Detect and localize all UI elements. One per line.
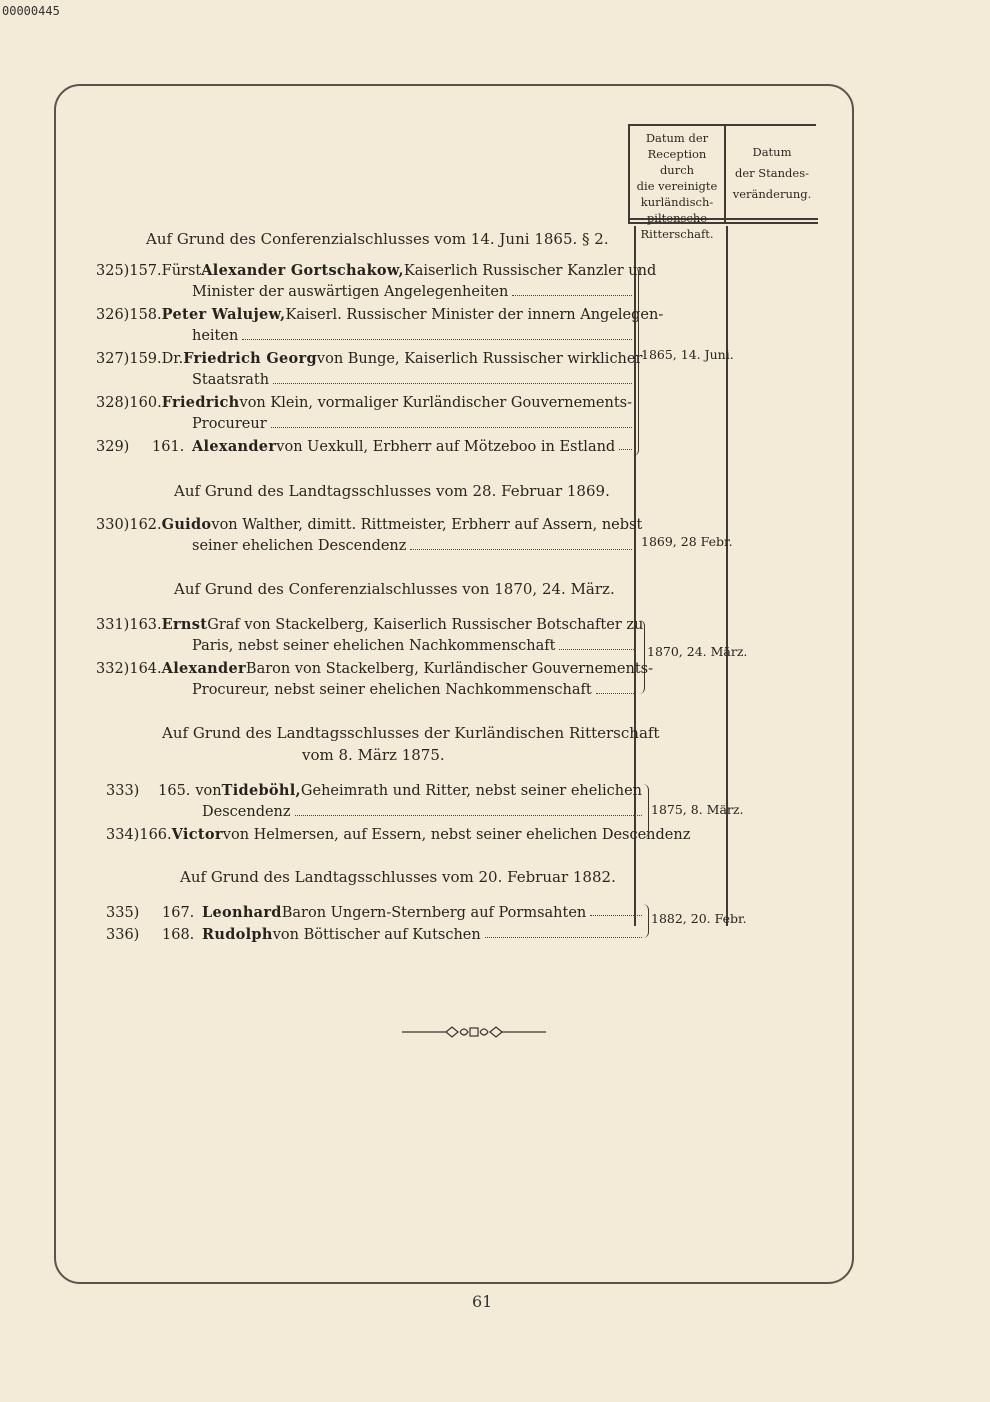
list-item: 326) 158. Peter Walujew, Kaiserl. Russischer Minister der innern Angelegen- heiten	[96, 306, 664, 344]
header-status-date: Datum der Standes- veränderung.	[732, 145, 812, 201]
section-heading-1882: Auf Grund des Landtagsschlusses vom 20. Februar 1882.	[180, 868, 616, 886]
reception-date-1875: 1875, 8. März.	[651, 802, 744, 817]
header-top-rule	[628, 124, 816, 126]
list-item: 329) 161. Alexander von Uexkull, Erbherr auf Mötzeboo in Estland	[96, 438, 632, 460]
section-heading-1870: Auf Grund des Conferenzialschlusses von 1870, 24. März.	[174, 580, 615, 598]
section-heading-1875: Auf Grund des Landtagsschlusses der Kurländischen Ritterschaft	[162, 724, 660, 742]
scan-id: 00000445	[2, 4, 60, 18]
brace-1870	[638, 620, 645, 694]
column-divider-mid-header	[724, 126, 726, 222]
list-item: 327) 159. Dr. Friedrich Georg von Bunge, Kaiserlich Russischer wirklicher Staatsrath	[96, 350, 643, 388]
brace-1882	[642, 904, 649, 938]
reception-date-1869: 1869, 28 Febr.	[641, 534, 733, 549]
ornament-divider-icon	[402, 1024, 546, 1040]
list-item: 333) 165. von Tideböhl, Geheimrath und Ritter, nebst seiner ehelichen Descendenz	[106, 782, 642, 820]
list-item: 332) 164. Alexander Baron von Stackelberg, Kurländischer Gouvernements- Procureur, nebst seiner ehelichen Nachkommenschaft	[96, 660, 653, 698]
list-item: 328) 160. Friedrich von Klein, vormaliger Kurländischer Gouvernements- Procureur	[96, 394, 632, 432]
header-reception-date: Datum der Reception durch die vereinigte kurländisch- piltensche Ritterschaft.	[636, 131, 718, 241]
column-divider-mid	[726, 226, 728, 926]
page-number: 61	[472, 1292, 493, 1311]
section-heading-1865: Auf Grund des Conferenzialschlusses vom 14. Juni 1865. § 2.	[146, 230, 609, 248]
brace-1875	[642, 784, 649, 838]
list-item: 334) 166. Victor von Helmersen, auf Essern, nebst seiner ehelichen Descendenz	[106, 826, 691, 843]
reception-date-1865: 1865, 14. Juni.	[641, 347, 734, 362]
list-item: 335) 167. Leonhard Baron Ungern-Sternberg auf Pormsahten	[106, 904, 642, 926]
brace-1865	[632, 266, 639, 456]
section-heading-1869: Auf Grund des Landtagsschlusses vom 28. Februar 1869.	[174, 482, 610, 500]
reception-date-1882: 1882, 20. Febr.	[651, 911, 747, 926]
list-item: 325) 157. Fürst Alexander Gortschakow, Kaiserlich Russischer Kanzler und Minister der auswärtigen Angelegenheiten	[96, 262, 657, 300]
section-heading-1875-line2: vom 8. März 1875.	[302, 746, 445, 764]
reception-date-1870: 1870, 24. März.	[647, 644, 748, 659]
list-item: 330) 162. Guido von Walther, dimitt. Rittmeister, Erbherr auf Assern, nebst seiner ehelichen Descendenz	[96, 516, 643, 554]
list-item: 331) 163. Ernst Graf von Stackelberg, Kaiserlich Russischer Botschafter zu Paris, nebst seiner ehelichen Nachkommenschaft	[96, 616, 644, 654]
list-item: 336) 168. Rudolph von Böttischer auf Kutschen	[106, 926, 642, 948]
